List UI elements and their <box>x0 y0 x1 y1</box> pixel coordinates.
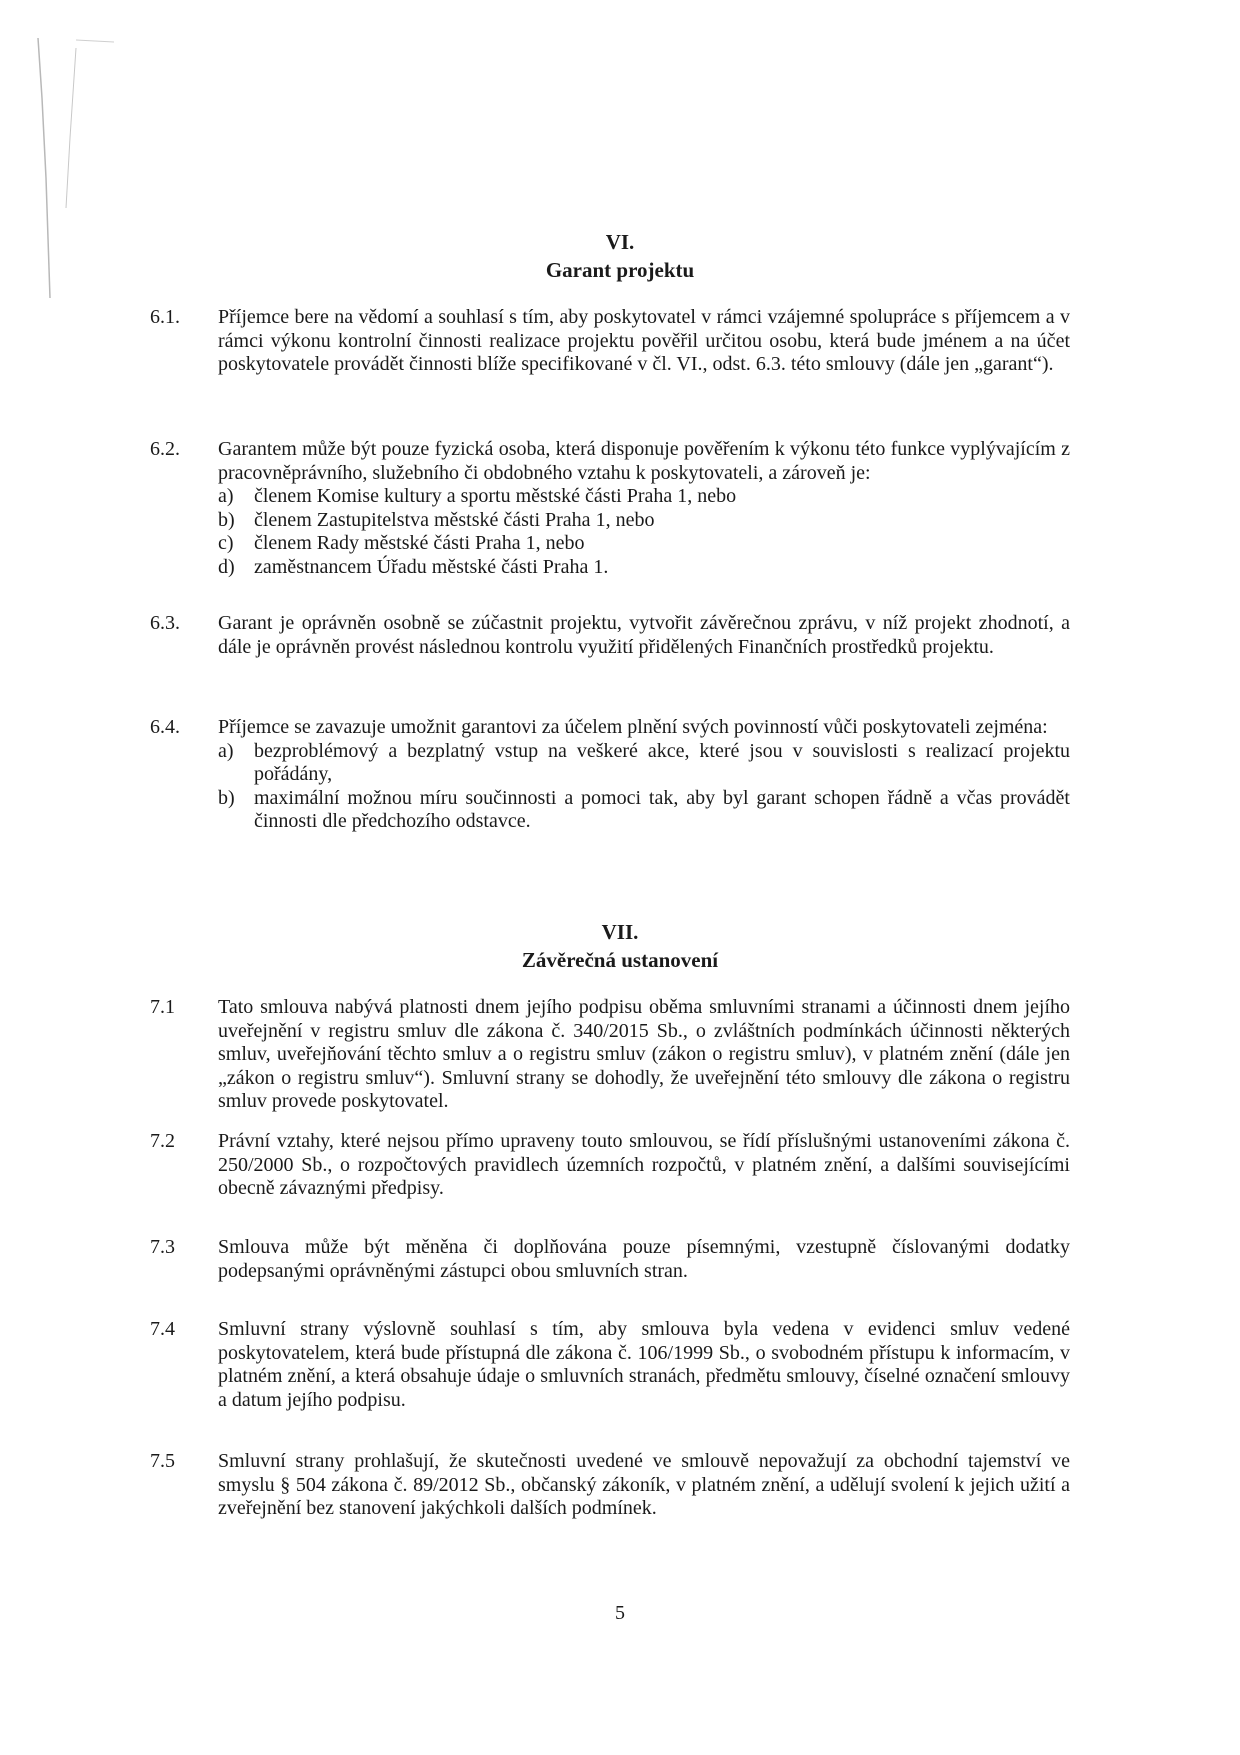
clause-text: Garant je oprávněn osobně se zúčastnit projektu, vytvořit závěrečnou zprávu, v níž projekt zhodnotí, a dále je oprávněn provést následnou kontrolu využití přidělených Finančních prostředků projektu. <box>218 612 1070 658</box>
clause-number: 7.4 <box>150 1318 175 1340</box>
clause-text: Příjemce se zavazuje umožnit garantovi za účelem plnění svých povinností vůči poskytovateli zejména: <box>218 716 1048 738</box>
section-title: Garant projektu <box>545 258 695 282</box>
clause-7-4 <box>150 1318 1070 1412</box>
list-item <box>218 532 1070 556</box>
clause-6-3 <box>150 612 1070 659</box>
clause-text: Smluvní strany prohlašují, že skutečnosti uvedené ve smlouvě nepovažují za obchodní tajemství ve smyslu § 504 zákona č. 89/2012 Sb., občanský zákoník, v platném znění, a udělují svolení k jejich užití a zveřejnění bez stanovení jakýchkoli dalších podmínek. <box>218 1450 1070 1519</box>
clause-number: 7.2 <box>150 1130 175 1152</box>
item-letter: a) <box>218 485 234 507</box>
clause-7-3 <box>150 1236 1070 1283</box>
item-text: zaměstnancem Úřadu městské části Praha 1. <box>254 555 609 578</box>
clause-number: 6.1. <box>150 306 180 328</box>
section-number: VI. <box>605 230 635 254</box>
page-number: 5 <box>615 1602 625 1624</box>
clause-number: 7.5 <box>150 1450 175 1472</box>
item-letter: b) <box>218 508 235 531</box>
clause-number: 7.1 <box>150 996 175 1018</box>
item-letter: c) <box>218 532 234 554</box>
list-item <box>218 787 1070 834</box>
section-number: VII. <box>601 920 639 944</box>
item-letter: d) <box>218 555 235 578</box>
list-item <box>218 509 1070 533</box>
item-letter: b) <box>218 786 235 809</box>
item-text: členem Zastupitelstva městské části Praha 1, nebo <box>254 508 655 531</box>
clause-text: Smluvní strany výslovně souhlasí s tím, aby smlouva byla vedena v evidenci smluv vedené poskytovatelem, která bude přístupná dle zákona č. 106/1999 Sb., o svobodném přístupu k informacím, v platném znění, a která obsahuje údaje o smluvních stranách, předmětu smlouvy, číselné označení smlouvy a datum jejího podpisu. <box>218 1318 1070 1411</box>
clause-text: Tato smlouva nabývá platnosti dnem jejího podpisu oběma smluvními stranami a účinnosti dnem jejího uveřejnění v registru smluv dle zákona č. 340/2015 Sb., o zvláštních podmínkách účinnosti některých smluv, uveřejňování těchto smluv a o registru smluv (zákon o registru smluv), v platném znění (dále jen „zákon o registru smluv“). Smluvní strany se dohodly, že uveřejnění této smlouvy dle zákona o registru smluv provede poskytovatel. <box>218 996 1070 1112</box>
clause-7-5 <box>150 1450 1070 1521</box>
clause-number: 7.3 <box>150 1236 175 1258</box>
clause-item-list <box>218 740 1070 834</box>
clause-item-list <box>218 485 1070 579</box>
clause-number: 6.3. <box>150 612 180 634</box>
clause-number: 6.2. <box>150 438 180 460</box>
list-item <box>218 485 1070 509</box>
item-text: členem Rady městské části Praha 1, nebo <box>254 532 585 554</box>
section-title: Závěrečná ustanovení <box>521 948 719 972</box>
item-text: maximální možnou míru součinnosti a pomoci tak, aby byl garant schopen řádně a včas provádět činnosti dle předchozího odstavce. <box>254 786 1070 832</box>
clause-7-2 <box>150 1130 1070 1201</box>
list-item <box>218 740 1070 787</box>
clause-text: Právní vztahy, které nejsou přímo upraveny touto smlouvou, se řídí příslušnými ustanoveními zákona č. 250/2000 Sb., o rozpočtových pravidlech územních rozpočtů, v platném znění, a dalšími souvisejícími obecně závaznými předpisy. <box>218 1130 1070 1199</box>
clause-6-1 <box>150 306 1070 377</box>
clause-6-4 <box>150 716 1070 834</box>
item-text: bezproblémový a bezplatný vstup na veškeré akce, které jsou v souvislosti s realizací projektu pořádány, <box>254 739 1070 785</box>
item-letter: a) <box>218 739 234 762</box>
section-heading-vi <box>0 228 1240 284</box>
clause-text: Garantem může být pouze fyzická osoba, která disponuje pověřením k výkonu této funkce vyplývajícím z pracovněprávního, služebního či obdobného vztahu k poskytovateli, a zároveň je: <box>218 438 1070 484</box>
clause-text: Smlouva může být měněna či doplňována pouze písemnými, vzestupně číslovanými dodatky podepsanými oprávněnými zástupci obou smluvních stran. <box>218 1236 1070 1282</box>
section-heading-vii <box>0 918 1240 974</box>
clause-number: 6.4. <box>150 716 180 738</box>
clause-7-1 <box>150 996 1070 1114</box>
item-text: členem Komise kultury a sportu městské části Praha 1, nebo <box>254 485 737 507</box>
clause-text: Příjemce bere na vědomí a souhlasí s tím, aby poskytovatel v rámci vzájemné spolupráce s příjemcem a v rámci výkonu kontrolní činnosti realizace projektu pověřil určitou osobu, která bude jménem a na účet poskytovatele provádět činnosti blíže specifikované v čl. VI., odst. 6.3. této smlouvy (dále jen „garant“). <box>218 306 1070 375</box>
list-item <box>218 556 1070 580</box>
clause-6-2 <box>150 438 1070 579</box>
